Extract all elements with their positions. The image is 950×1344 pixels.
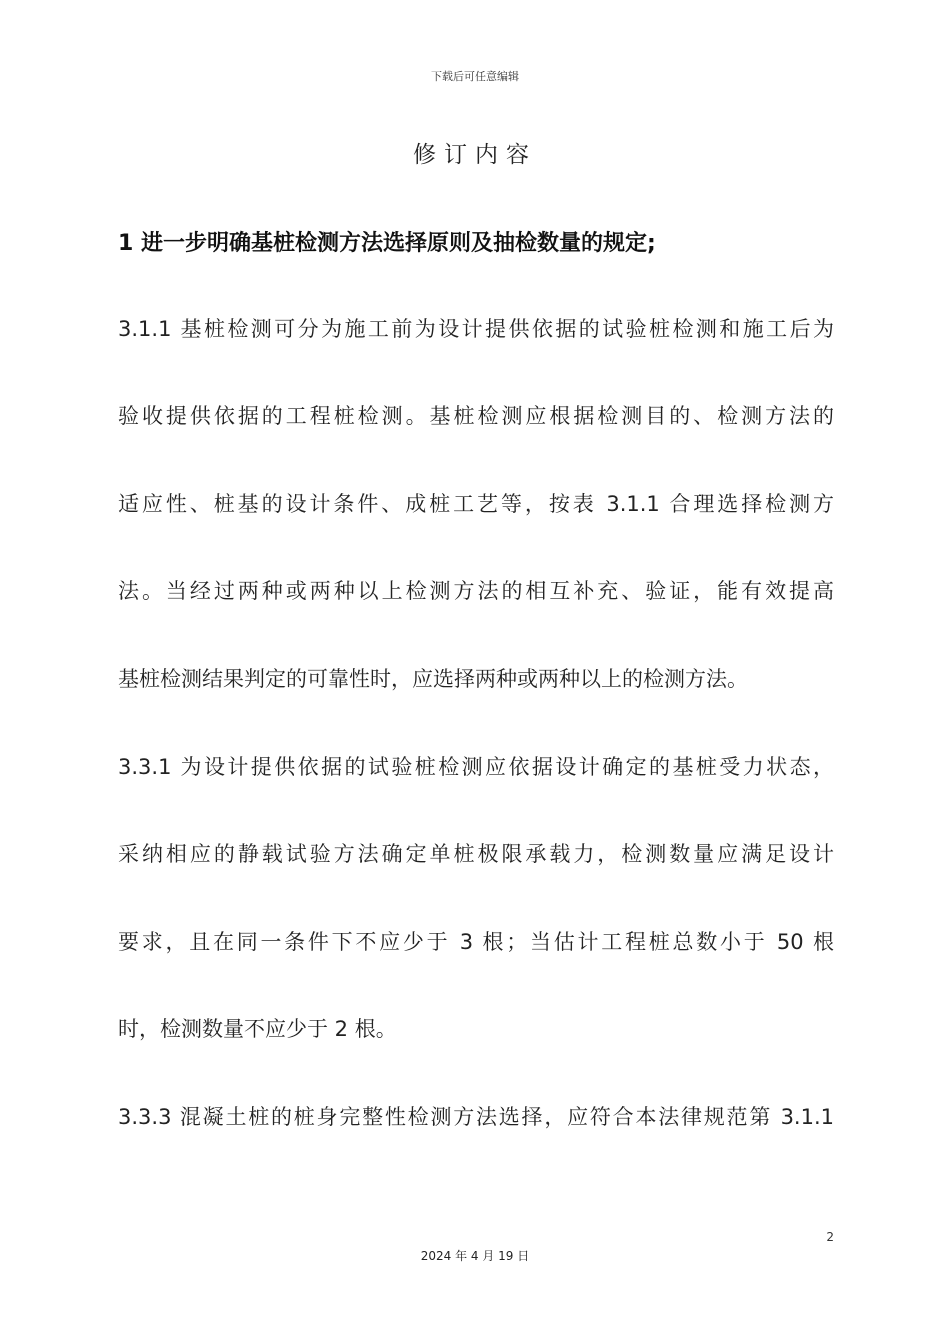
header-note: 下载后可任意编辑 xyxy=(431,70,519,83)
body-line: 时，检测数量不应少于 2 根。 xyxy=(118,1017,397,1041)
section-heading: 1 进一步明确基桩检测方法选择原则及抽检数量的规定; xyxy=(118,231,656,256)
document-title: 修订内容 xyxy=(413,142,537,168)
body-line: 适应性、桩基的设计条件、成桩工艺等，按表 3.1.1 合理选择检测方 xyxy=(118,492,834,516)
body-line: 验收提供依据的工程桩检测。基桩检测应根据检测目的、检测方法的 xyxy=(118,404,834,428)
body-line: 要求，且在同一条件下不应少于 3 根；当估计工程桩总数小于 50 根 xyxy=(118,930,834,954)
body-line: 采纳相应的静载试验方法确定单桩极限承载力，检测数量应满足设计 xyxy=(118,842,834,866)
body-line: 基桩检测结果判定的可靠性时，应选择两种或两种以上的检测方法。 xyxy=(118,667,748,691)
body-line: 法。当经过两种或两种以上检测方法的相互补充、验证，能有效提高 xyxy=(118,579,834,603)
body-line: 3.3.3 混凝土桩的桩身完整性检测方法选择，应符合本法律规范第 3.1.1 xyxy=(118,1105,834,1129)
footer-date: 2024 年 4 月 19 日 xyxy=(420,1249,530,1263)
page-number: 2 xyxy=(826,1230,834,1244)
body-line: 3.3.1 为设计提供依据的试验桩检测应依据设计确定的基桩受力状态， xyxy=(118,755,834,779)
body-line: 3.1.1 基桩检测可分为施工前为设计提供依据的试验桩检测和施工后为 xyxy=(118,317,834,341)
